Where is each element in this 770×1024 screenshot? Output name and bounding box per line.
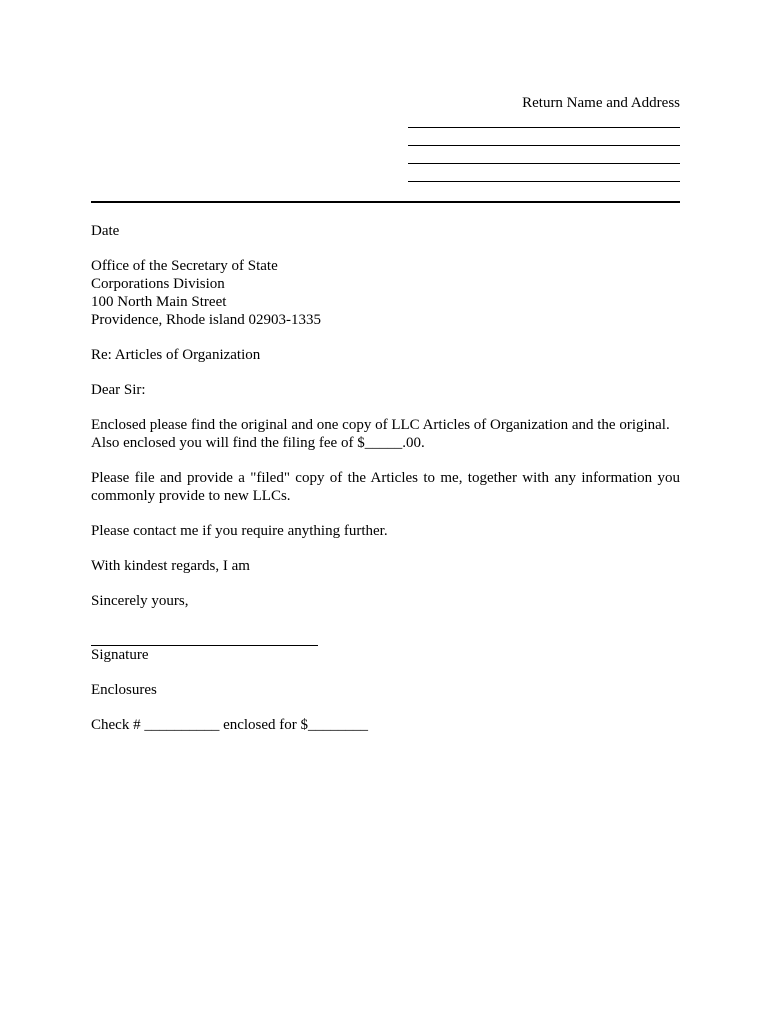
return-address-title: Return Name and Address	[522, 95, 680, 111]
return-address-line-3	[408, 146, 680, 164]
recipient-line-2: Corporations Division	[91, 276, 225, 292]
paragraph-enclosed-line-2: Also enclosed you will find the filing fee of $_____.00.	[91, 435, 425, 451]
signature-line	[91, 627, 318, 646]
recipient-line-4: Providence, Rhode island 02903-1335	[91, 312, 321, 328]
letter-body	[91, 222, 680, 734]
paragraph-contact: Please contact me if you require anything further.	[91, 523, 388, 539]
paragraph-enclosed-line-1: Enclosed please find the original and one copy of LLC Articles of Organization and the original.	[91, 417, 670, 433]
check-line: Check # __________ enclosed for $________	[91, 717, 369, 733]
return-address-block	[408, 94, 680, 182]
recipient-line-3: 100 North Main Street	[91, 294, 227, 310]
paragraph-enclosed	[91, 416, 680, 452]
recipient-line-1: Office of the Secretary of State	[91, 258, 278, 274]
enclosures-label: Enclosures	[91, 682, 157, 698]
return-address-line-1	[408, 112, 680, 128]
header-divider	[91, 201, 680, 203]
date-label: Date	[91, 223, 120, 239]
paragraph-file-request: Please file and provide a "filed" copy of the Articles to me, together with any information you commonly provide to new LLCs.	[91, 470, 680, 504]
closing-sincerely: Sincerely yours,	[91, 593, 189, 609]
signature-label: Signature	[91, 647, 149, 663]
recipient-address	[91, 257, 680, 329]
re-line: Re: Articles of Organization	[91, 347, 261, 363]
salutation: Dear Sir:	[91, 382, 146, 398]
closing-regards: With kindest regards, I am	[91, 558, 250, 574]
return-address-line-2	[408, 128, 680, 146]
return-address-line-4	[408, 164, 680, 182]
